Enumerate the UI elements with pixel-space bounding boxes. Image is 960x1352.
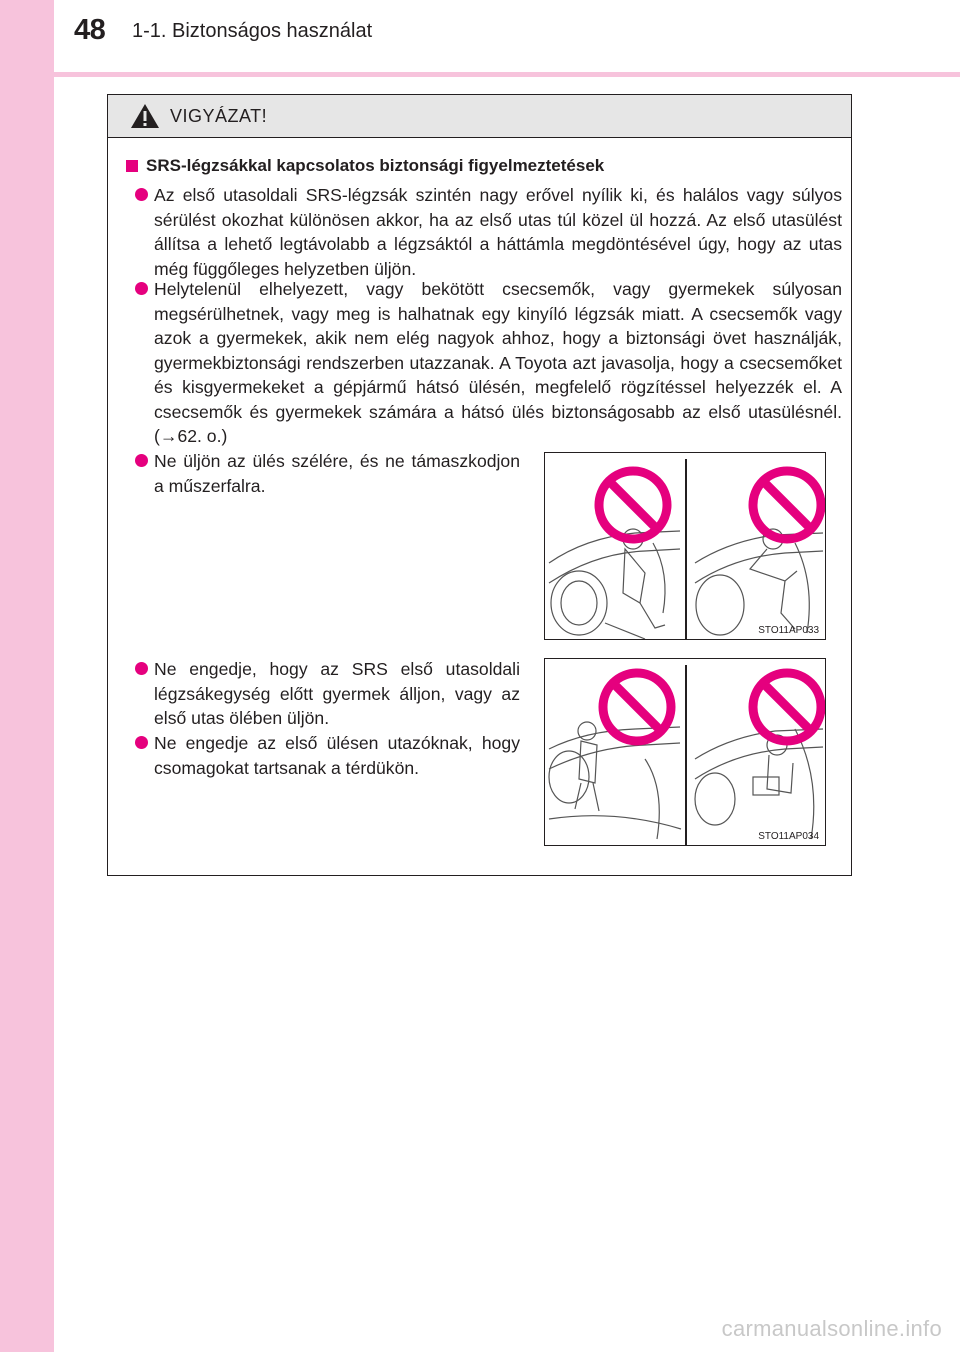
warning-header [108, 95, 851, 138]
warning-subheading [126, 156, 604, 176]
bullet-text: Az első utasoldali SRS-légzsák szintén nagy erővel nyílik ki, és halálos vagy súlyos sérülést okozhat különösen akkor, ha az első utas túl közel ül hozzá. Az első utasülést állítsa a lehető legtávolabb a légzsáktól a háttámla megdöntésével úgy, hogy az utas még függőleges helyzetben üljön. [154, 185, 842, 279]
subheading-text: SRS-légzsákkal kapcsolatos biztonsági figyelmeztetések [146, 156, 605, 175]
warning-triangle-icon [130, 103, 160, 129]
illustration-seat-edge-drawing [545, 453, 826, 640]
figure-code: STO11AP033 [758, 625, 819, 636]
figure-code: STO11AP034 [758, 831, 819, 842]
warning-label: VIGYÁZAT! [170, 105, 268, 126]
bullet-dot-icon [135, 662, 148, 675]
bullet-item [154, 657, 520, 731]
watermark: carmanualsonline.info [721, 1316, 942, 1341]
header-rule [54, 72, 960, 77]
bullet-item [154, 277, 842, 449]
square-bullet-icon [126, 160, 138, 172]
side-color-band [0, 0, 54, 1352]
bullet-dot-icon [135, 188, 148, 201]
section-title: 1-1. Biztonságos használat [132, 20, 373, 42]
illustration-seat-edge [544, 452, 826, 640]
bullet-text: Ne üljön az ülés szélére, és ne támaszkodjon a műszerfalra. [154, 451, 520, 496]
bullet-text: Helytelenül elhelyezett, vagy bekötött csecsemők, vagy gyermekek súlyosan megsérülhetnek, vagy meg is halhatnak egy kinyíló légzsák miatt. A csecsemők vagy azok a gyermekek, akik nem elég nagyok ahhoz, hogy a biztonsági övet használják, gyermekbiztonsági rendszerben utazzanak. A Toyota azt javasolja, hogy a csecsemőket és kisgyermekeket a gépjármű hátsó ülésén, megfelelő rögzítéssel helyezzék el. A csecsemők és gyermekek számára a hátsó ülés biztonságosabb az első utasülésnél. (→62. o.) [154, 279, 842, 446]
bullet-item [154, 449, 520, 498]
bullet-dot-icon [135, 736, 148, 749]
illustration-child-lap [544, 658, 826, 846]
bullet-item [154, 731, 520, 780]
illustration-child-lap-drawing [545, 659, 826, 846]
bullet-item [154, 183, 842, 281]
warning-box [107, 94, 852, 876]
bullet-dot-icon [135, 282, 148, 295]
bullet-text: Ne engedje, hogy az SRS első utasoldali légzsákegység előtt gyermek álljon, vagy az első utas ölében üljön. [154, 659, 520, 728]
page-number: 48 [74, 14, 106, 46]
bullet-dot-icon [135, 454, 148, 467]
bullet-text: Ne engedje az első ülésen utazóknak, hogy csomagokat tartsanak a térdükön. [154, 733, 520, 778]
